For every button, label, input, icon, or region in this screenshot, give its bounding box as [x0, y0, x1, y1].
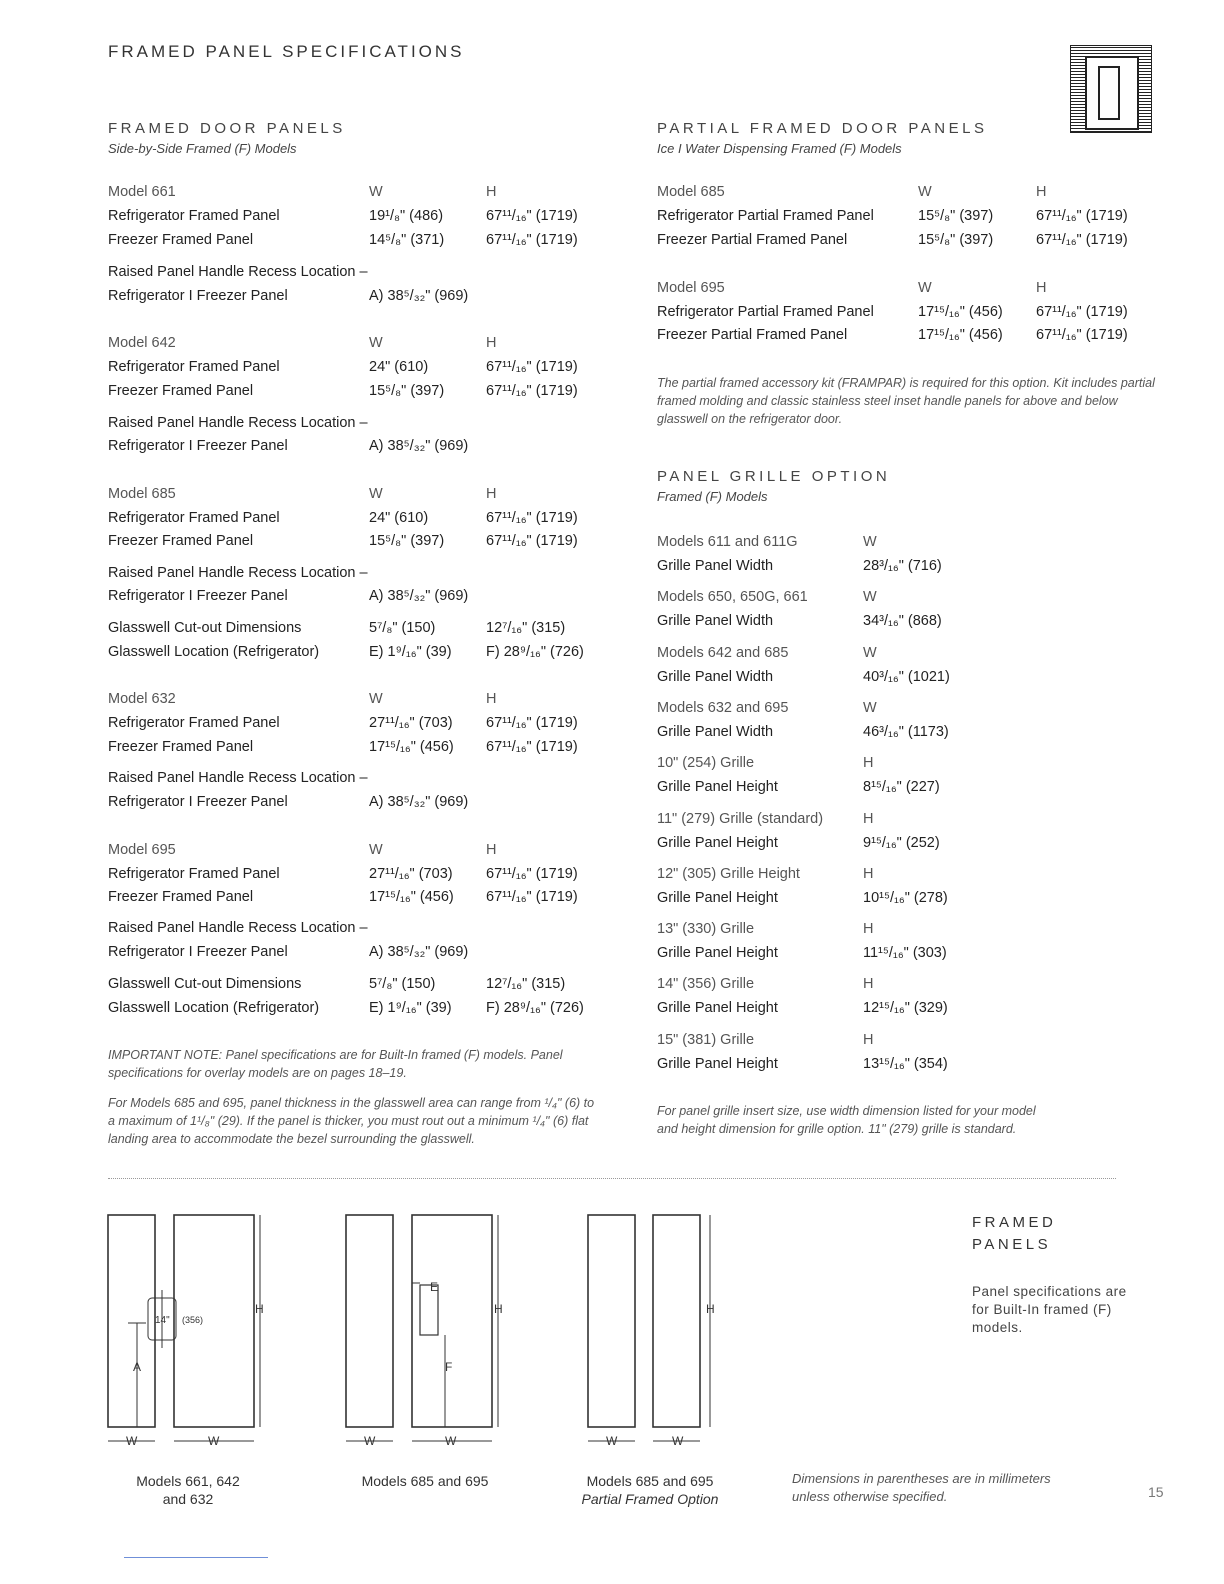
- spec-value: 19¹/₈" (486): [369, 208, 444, 224]
- spec-value: 27¹¹/₁₆" (703): [369, 715, 453, 731]
- dim-w-label: W: [672, 1434, 684, 1448]
- spec-value: A) 38⁵/₃₂" (969): [369, 288, 469, 304]
- spec-value: 67¹¹/₁₆" (1719): [1036, 232, 1128, 248]
- spec-label: Refrigerator Framed Panel: [108, 715, 280, 731]
- grille-label: Models 642 and 685: [657, 644, 789, 661]
- panel-diagrams: [100, 1205, 780, 1450]
- spec-value: 17¹⁵/₁₆" (456): [918, 304, 1003, 320]
- frampar-note: The partial framed accessory kit (FRAMPAR) is required for this option. Kit includes partial framed molding and classic stainless steel inset handle panels for above and below glasswell on the refrigerator door.: [657, 376, 1155, 426]
- spec-value: 67¹¹/₁₆" (1719): [1036, 208, 1128, 224]
- dim-w-label: W: [445, 1434, 457, 1448]
- freezer-panel-outline-2: [346, 1215, 393, 1427]
- framed-panels-text: Panel specifications are for Built-In framed (F) models.: [972, 1284, 1127, 1335]
- spec-value: A) 38⁵/₃₂" (969): [369, 944, 469, 960]
- page-title: FRAMED PANEL SPECIFICATIONS: [108, 42, 465, 61]
- spec-value: H: [486, 842, 497, 858]
- grille-label: 10" (254) Grille: [657, 755, 755, 772]
- grille-value: H: [863, 810, 874, 827]
- spec-value: 67¹¹/₁₆" (1719): [486, 715, 578, 731]
- spec-label: Raised Panel Handle Recess Location –: [108, 565, 368, 581]
- spec-label: Freezer Framed Panel: [108, 889, 254, 905]
- spec-label: Model 661: [108, 184, 176, 200]
- spec-label: Model 632: [108, 691, 176, 707]
- spec-value: 67¹¹/₁₆" (1719): [486, 510, 578, 526]
- spec-label: Refrigerator Framed Panel: [108, 208, 280, 224]
- grille-label: Models 611 and 611G: [657, 534, 798, 550]
- section-title: PANEL GRILLE OPTION: [657, 468, 891, 485]
- spec-label: Refrigerator Partial Framed Panel: [657, 208, 874, 224]
- grille-value: 13¹⁵/₁₆" (354): [863, 1055, 948, 1072]
- spec-label: Refrigerator I Freezer Panel: [108, 438, 288, 454]
- grille-value: H: [863, 921, 874, 938]
- spec-value: 67¹¹/₁₆" (1719): [486, 739, 578, 755]
- dim-h-label: H: [494, 1302, 503, 1316]
- spec-label: Refrigerator I Freezer Panel: [108, 944, 288, 960]
- spec-value: H: [1036, 184, 1047, 200]
- spec-value: F) 28⁹/₁₆" (726): [486, 1000, 584, 1016]
- dim-a-label: A: [133, 1360, 142, 1374]
- spec-label: Refrigerator Partial Framed Panel: [657, 304, 874, 320]
- grille-value: W: [863, 644, 877, 661]
- spec-value: H: [486, 691, 497, 707]
- framed-panels-title: FRAMED PANELS: [972, 1214, 1057, 1253]
- framed-door-panels-header: [108, 120, 346, 156]
- grille-value: 40³/₁₆" (1021): [863, 668, 950, 685]
- spec-value: 15⁵/₈" (397): [369, 383, 445, 399]
- section-subtitle: Ice I Water Dispensing Framed (F) Models: [657, 141, 902, 156]
- important-note: IMPORTANT NOTE: Panel specifications are for Built-In framed (F) models. Panel specifications for overlay models are on pages 18–19.: [108, 1048, 563, 1080]
- dim-356-label: (356): [182, 1315, 204, 1325]
- grille-value: 11¹⁵/₁₆" (303): [863, 945, 947, 962]
- grille-value: 12¹⁵/₁₆" (329): [863, 1000, 948, 1017]
- divider: [108, 1178, 1116, 1179]
- spec-value: E) 1⁹/₁₆" (39): [369, 644, 452, 660]
- grille-label: 13" (330) Grille: [657, 921, 755, 938]
- spec-label: Refrigerator Framed Panel: [108, 359, 280, 375]
- spec-value: W: [369, 335, 383, 351]
- spec-value: 12⁷/₁₆" (315): [486, 620, 566, 636]
- dim-w-label: W: [606, 1434, 618, 1448]
- grille-value: W: [863, 699, 877, 716]
- grille-label: Grille Panel Width: [657, 558, 774, 574]
- spec-value: 67¹¹/₁₆" (1719): [486, 232, 578, 248]
- spec-value: W: [918, 280, 932, 296]
- spec-value: H: [486, 184, 497, 200]
- refrigerator-partial-panel-outline: [653, 1215, 700, 1427]
- spec-value: A) 38⁵/₃₂" (969): [369, 588, 469, 604]
- spec-label: Freezer Framed Panel: [108, 533, 254, 549]
- spec-value: 67¹¹/₁₆" (1719): [486, 533, 578, 549]
- grille-label: Grille Panel Height: [657, 945, 778, 962]
- page-number: 15: [1148, 1484, 1164, 1500]
- spec-value: H: [486, 335, 497, 351]
- spec-label: Glasswell Cut-out Dimensions: [108, 976, 302, 992]
- spec-label: Refrigerator Framed Panel: [108, 866, 280, 882]
- grille-value: 8¹⁵/₁₆" (227): [863, 779, 940, 796]
- grille-label: Grille Panel Height: [657, 1055, 778, 1072]
- spec-value: 67¹¹/₁₆" (1719): [1036, 327, 1128, 343]
- spec-label: Model 685: [108, 486, 176, 502]
- spec-label: Raised Panel Handle Recess Location –: [108, 920, 368, 936]
- spec-label: Model 695: [657, 280, 725, 296]
- spec-value: 5⁷/₈" (150): [369, 976, 436, 992]
- spec-value: 24" (610): [369, 359, 429, 375]
- diagram-label-partial: Models 685 and 695 Partial Framed Option: [581, 1473, 719, 1507]
- dim-f-label: F: [445, 1360, 453, 1374]
- freezer-partial-panel-outline: [588, 1215, 635, 1427]
- dim-14-label: 14": [155, 1315, 170, 1326]
- spec-value: 5⁷/₈" (150): [369, 620, 436, 636]
- grille-value: 34³/₁₆" (868): [863, 613, 942, 630]
- grille-value: 9¹⁵/₁₆" (252): [863, 834, 940, 851]
- spec-label: Glasswell Location (Refrigerator): [108, 1000, 320, 1016]
- dimensions-footnote: Dimensions in parentheses are in millimeters unless otherwise specified.: [792, 1471, 1051, 1504]
- spec-value: H: [486, 486, 497, 502]
- grille-label: Grille Panel Height: [657, 889, 778, 906]
- spec-value: 15⁵/₈" (397): [918, 232, 994, 248]
- grille-value: 46³/₁₆" (1173): [863, 723, 949, 740]
- spec-value: W: [369, 184, 383, 200]
- spec-label: Freezer Framed Panel: [108, 739, 254, 755]
- spec-value: 67¹¹/₁₆" (1719): [486, 383, 578, 399]
- diagram-label-685-695: Models 685 and 695: [361, 1473, 489, 1489]
- dim-h-label: H: [706, 1302, 715, 1316]
- grille-note: For panel grille insert size, use width dimension listed for your model and height dimension for grille option. 11" (279) grille is standard.: [657, 1104, 1036, 1136]
- spec-value: 67¹¹/₁₆" (1719): [486, 889, 578, 905]
- grille-label: Models 650, 650G, 661: [657, 589, 808, 606]
- spec-label: Glasswell Location (Refrigerator): [108, 644, 320, 660]
- panel-grille-header: [657, 468, 890, 504]
- grille-label: Models 632 and 695: [657, 699, 789, 716]
- spec-value: 67¹¹/₁₆" (1719): [1036, 304, 1128, 320]
- grille-label: Grille Panel Height: [657, 779, 778, 796]
- spec-value: F) 28⁹/₁₆" (726): [486, 644, 584, 660]
- spec-value: 67¹¹/₁₆" (1719): [486, 208, 578, 224]
- spec-value: 15⁵/₈" (397): [918, 208, 994, 224]
- dim-e-label: E: [430, 1280, 439, 1294]
- grille-value: H: [863, 976, 874, 993]
- grille-label: Grille Panel Width: [657, 613, 774, 630]
- grille-label: 12" (305) Grille Height: [657, 865, 800, 882]
- spec-value: W: [369, 842, 383, 858]
- spec-value: H: [1036, 280, 1047, 296]
- spec-value: 27¹¹/₁₆" (703): [369, 866, 453, 882]
- grille-label: Grille Panel Height: [657, 1000, 778, 1017]
- framed-panel-thumbnail-icon: [1070, 45, 1152, 133]
- grille-value: H: [863, 755, 874, 772]
- spec-value: 14⁵/₈" (371): [369, 232, 445, 248]
- spec-value: A) 38⁵/₃₂" (969): [369, 438, 469, 454]
- spec-value: E) 1⁹/₁₆" (39): [369, 1000, 452, 1016]
- spec-value: 17¹⁵/₁₆" (456): [369, 739, 454, 755]
- grille-value: W: [863, 534, 877, 550]
- spec-value: 24" (610): [369, 510, 429, 526]
- grille-label: 15" (381) Grille: [657, 1031, 755, 1048]
- thickness-note: For Models 685 and 695, panel thickness in the glasswell area can range from ¹/₄" (6) to a maximum of 1¹/₈" (29). If the panel is thicker, you must rout out a minimum ¹/₄" (6) flat landing area to accommodate the bezel surrounding the glasswell.: [108, 1096, 595, 1146]
- section-title: FRAMED DOOR PANELS: [108, 120, 346, 137]
- refrigerator-panel-outline-2: [412, 1215, 492, 1427]
- spec-value: A) 38⁵/₃₂" (969): [369, 794, 469, 810]
- spec-label: Refrigerator I Freezer Panel: [108, 288, 288, 304]
- section-subtitle: Framed (F) Models: [657, 489, 768, 504]
- spec-label: Refrigerator I Freezer Panel: [108, 794, 288, 810]
- spec-label: Raised Panel Handle Recess Location –: [108, 264, 368, 280]
- grille-label: Grille Panel Height: [657, 834, 778, 851]
- grille-value: W: [863, 589, 877, 606]
- dim-w-label: W: [208, 1434, 220, 1448]
- dim-w-label: W: [364, 1434, 376, 1448]
- spec-label: Glasswell Cut-out Dimensions: [108, 620, 302, 636]
- grille-label: Grille Panel Width: [657, 668, 774, 685]
- spec-label: Raised Panel Handle Recess Location –: [108, 770, 368, 786]
- grille-value: 10¹⁵/₁₆" (278): [863, 889, 948, 906]
- dim-h-label: H: [255, 1302, 264, 1316]
- spec-value: 15⁵/₈" (397): [369, 533, 445, 549]
- spec-label: Model 695: [108, 842, 176, 858]
- partial-framed-header: [657, 120, 988, 156]
- spec-value: W: [369, 486, 383, 502]
- spec-label: Model 642: [108, 335, 176, 351]
- diagram-label-661-642-632: Models 661, 642 and 632: [136, 1473, 240, 1507]
- footer-line: [124, 1557, 268, 1558]
- spec-label: Freezer Partial Framed Panel: [657, 327, 848, 343]
- grille-label: 14" (356) Grille: [657, 976, 755, 993]
- grille-value: H: [863, 1031, 874, 1048]
- grille-label: Grille Panel Width: [657, 723, 774, 740]
- grille-value: 28³/₁₆" (716): [863, 558, 942, 574]
- spec-label: Refrigerator I Freezer Panel: [108, 588, 288, 604]
- grille-value: H: [863, 865, 874, 882]
- spec-value: W: [918, 184, 932, 200]
- spec-value: 17¹⁵/₁₆" (456): [369, 889, 454, 905]
- spec-label: Refrigerator Framed Panel: [108, 510, 280, 526]
- spec-value: 67¹¹/₁₆" (1719): [486, 359, 578, 375]
- section-subtitle: Side-by-Side Framed (F) Models: [108, 141, 297, 156]
- spec-value: 67¹¹/₁₆" (1719): [486, 866, 578, 882]
- spec-value: 17¹⁵/₁₆" (456): [918, 327, 1003, 343]
- spec-label: Freezer Partial Framed Panel: [657, 232, 848, 248]
- spec-label: Model 685: [657, 184, 725, 200]
- spec-value: W: [369, 691, 383, 707]
- spec-value: 12⁷/₁₆" (315): [486, 976, 566, 992]
- grille-label: 11" (279) Grille (standard): [657, 810, 824, 827]
- dim-w-label: W: [126, 1434, 138, 1448]
- spec-label: Raised Panel Handle Recess Location –: [108, 415, 368, 431]
- section-title: PARTIAL FRAMED DOOR PANELS: [657, 120, 988, 137]
- spec-label: Freezer Framed Panel: [108, 232, 254, 248]
- spec-label: Freezer Framed Panel: [108, 383, 254, 399]
